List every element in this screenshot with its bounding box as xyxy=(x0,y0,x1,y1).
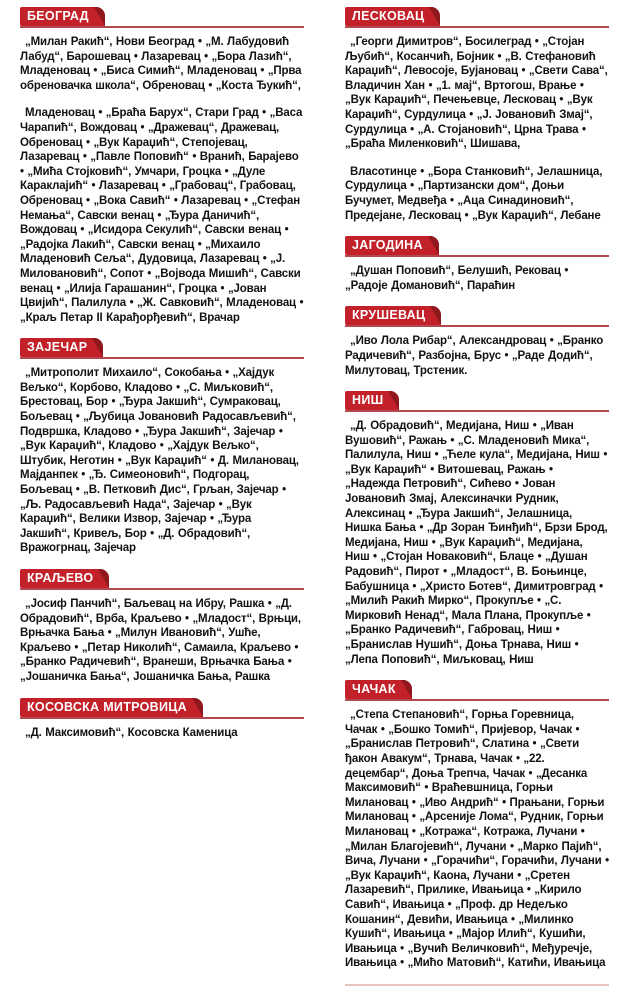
city-title-badge xyxy=(345,306,441,325)
city-title-badge xyxy=(345,236,439,255)
section-header-rule xyxy=(345,391,609,412)
city-section xyxy=(20,338,304,556)
city-title: КОСОВСКА МИТРОВИЦА xyxy=(27,699,187,714)
right-column xyxy=(345,7,609,986)
section-header-rule xyxy=(345,7,609,28)
school-list-paragraph: Младеновац • „Браћа Барух“, Стари Град • „Васа Чарапић“, Вождовац • „Дражевац“, Дражевац, Обреновац • „Вук Караџић“, Степојевац, Лазаревац • „Павле Поповић“ • Вранић, Барајево • „Мића Стојковић“, Умчари, Гроцка • „Дуле Караклајић“ • Лазаревац • „Грабовац“, Грабовац, Обреновац • „Вока Савић“ • Лазаревац • „Стефан Немања“, Савски венац • „Ђура Даничић“, Вождовац • „Исидора Секулић“, Савски венац • „Радојка Лакић“, Савски венац • „Михаило Младеновић Сеља“, Дудовица, Лазаревац • „Ј. Миловановић“, Сопот • „Војвода Мишић“, Савски венац • „Илија Гарашанин“, Гроцка • „Јован Цвијић“, Палилула • „Ж. Савковић“, Младеновац • „Краљ Петар II Карађорђевић“, Врачар xyxy=(20,107,304,324)
section-header-rule xyxy=(20,698,304,719)
city-title: НИШ xyxy=(352,393,384,408)
school-list-paragraph: „Д. Обрадовић“, Медијана, Ниш • „Иван Вушовић“, Ражањ • „С. Младеновић Мика“, Палилула, Ниш • „Ћеле кула“, Медијана, Ниш • „Вук Караџић“ • Витошевац, Ражањ • „Надежда Петровић“, Сићево • Јован Јовановић Змај, Алексиначки Рудник, Алексинац • „Ђура Јакшић“, Јелашница, Нишка Бања • „Др Зоран Ђинђић“, Брзи Брод, Медијана, Ниш • „Вук Караџић“, Медијана, Ниш • „Стојан Новаковић“, Блаце • „Душан Радовић“, Пирот • „Младост“, В. Боњинце, Бабушница • „Христо Ботев“, Димитровград • „Милић Ракић Мирко“, Прокупље • „С. Мирковић Ненад“, Мала Плана, Прокупље • „Бранко Радичевић“, Габровац, Ниш • „Бранислав Нушић“, Доња Трнава, Ниш • „Лепа Поповић“, Миљковац, Ниш xyxy=(345,420,608,666)
left-column xyxy=(20,7,304,753)
city-title: ЛЕСКОВАЦ xyxy=(352,9,425,23)
section-header-rule xyxy=(345,680,609,701)
school-list-paragraph: „Степа Степановић“, Горња Горевница, Чачак • „Бошко Томић“, Пријевор, Чачак • „Бранислав Петровић“, Слатина • „Свети ђакон Авакум“, Трнава, Чачак • „22. децембар“, Доња Трепча, Чачак • „Десанка Максимовић“ • Враћевшница, Горњи Милановац • „Иво Андрић“ • Прањани, Горњи Милановац • „Арсеније Лома“, Рудник, Горњи Милановац • „Котража“, Котража, Лучани • „Милан Благојевић“, Лучани • „Марко Пајић“, Вича, Лучани • „Горачићи“, Горачићи, Лучани • „Вук Караџић“, Каона, Лучани • „Сретен Лазаревић“, Прилике, Ивањица • „Кирило Савић“, Ивањица • „Проф. др Недељко Кошанин“, Девићи, Ивањица • „Милинко Кушић“, Ивањица • „Мајор Илић“, Кушићи, Ивањица • „Вучић Величковић“, Међуречје, Ивањица • „Мићо Матовић“, Катићи, Ивањица xyxy=(345,709,610,970)
city-section xyxy=(20,7,304,325)
city-section xyxy=(345,391,609,667)
city-title-badge xyxy=(20,698,203,717)
school-list-paragraph: „Митрополит Михаило“, Сокобања • „Хајдук Вељко“, Корбово, Кладово • „С. Миљковић“, Брестовац, Бор • „Ђура Јакшић“, Сумраковац, Бољевац • „Љубица Јовановић Радосављевић“, Подвршка, Кладово • „Ђура Јакшић“, Зајечар • „Вук Караџић“, Кладово • „Хајдук Вељко“, Штубик, Неготин • „Вук Караџић“ • Д. Милановац, Мајданпек • „Ђ. Симеоновић“, Подгорац, Бољевац • „В. Петковић Дис“, Грљан, Зајечар • „Љ. Радосављевић Нада“, Зајечар • „Вук Караџић“, Велики Извор, Зајечар • „Ђура Јакшић“, Кривељ, Бор • „Д. Обрадовић“, Вражогрнац, Зајечар xyxy=(20,367,299,555)
section-header-rule xyxy=(345,306,609,327)
city-title-badge xyxy=(345,680,412,699)
city-section xyxy=(20,569,304,685)
school-list-paragraph: „Јосиф Панчић“, Баљевац на Ибру, Рашка • „Д. Обрадовић“, Врба, Краљево • „Младост“, Врњци, Врњачка Бања • „Милун Ивановић“, Ушће, Краљево • „Петар Николић“, Самаила, Краљево • „Бранко Радичевић“, Вранеши, Врњачка Бања • „Јошаничка Бања“, Јошаничка Бања, Рашка xyxy=(20,598,301,683)
city-title: КРАЉЕВО xyxy=(27,571,94,585)
section-header-rule xyxy=(20,7,304,28)
city-section xyxy=(345,306,609,378)
school-list-paragraph: „Георги Димитров“, Босилеград • „Стојан Љубић“, Косанчић, Бојник • „В. Стефановић Караџић“, Левосоје, Бујановац • „Свети Сава“, Владичин Хан • „1. мај“, Вртогош, Врање • „Вук Караџић“, Печењевце, Лесковац • „Вук Караџић“, Сурдулица • „Ј. Јовановић Змај“, Сурдулица • „А. Стојановић“, Црна Трава • „Браћа Миленковић“, Шишава, xyxy=(345,36,608,151)
city-title-badge xyxy=(20,569,109,588)
city-section xyxy=(345,7,609,223)
section-header-rule xyxy=(20,338,304,359)
school-list-paragraph: „Милан Ракић“, Нови Београд • „М. Лабудовић Лабуд“, Барошевац • Лазаревац • „Бора Лазић“, Младеновац • „Биса Симић“, Младеновац • „Прва обреновачка школа“, Обреновац • „Коста Ђукић“, xyxy=(20,36,302,92)
city-title: БЕОГРАД xyxy=(27,9,89,23)
city-title: ЗАЈЕЧАР xyxy=(27,340,88,355)
city-section xyxy=(345,680,609,971)
city-title: КРУШЕВАЦ xyxy=(352,308,426,323)
city-title: ЈАГОДИНА xyxy=(352,238,423,253)
city-title-badge xyxy=(345,391,399,410)
city-title-badge xyxy=(20,338,103,357)
school-list-paragraph: „Д. Максимовић“, Косовска Каменица xyxy=(25,726,238,739)
city-section xyxy=(20,698,304,741)
city-title-badge xyxy=(20,7,105,26)
school-list-paragraph: „Душан Поповић“, Белушић, Рековац • „Радоје Домановић“, Параћин xyxy=(345,265,569,292)
city-title: ЧАЧАК xyxy=(352,682,396,697)
section-header-rule xyxy=(345,236,609,257)
city-title-badge xyxy=(345,7,440,26)
city-section xyxy=(345,236,609,293)
school-list-paragraph: „Иво Лола Рибар“, Александровац • „Бранко Радичевић“, Разбојна, Брус • „Раде Додић“, Милутовац, Трстеник. xyxy=(345,335,604,377)
section-header-rule xyxy=(20,569,304,590)
school-list-paragraph: Власотинце • „Бора Станковић“, Јелашница, Сурдулица • „Партизански дом“, Доњи Бучумет, Медвеђа • „Аца Синадиновић“, Предејане, Лесковац • „Вук Караџић“, Лебане xyxy=(345,165,603,222)
